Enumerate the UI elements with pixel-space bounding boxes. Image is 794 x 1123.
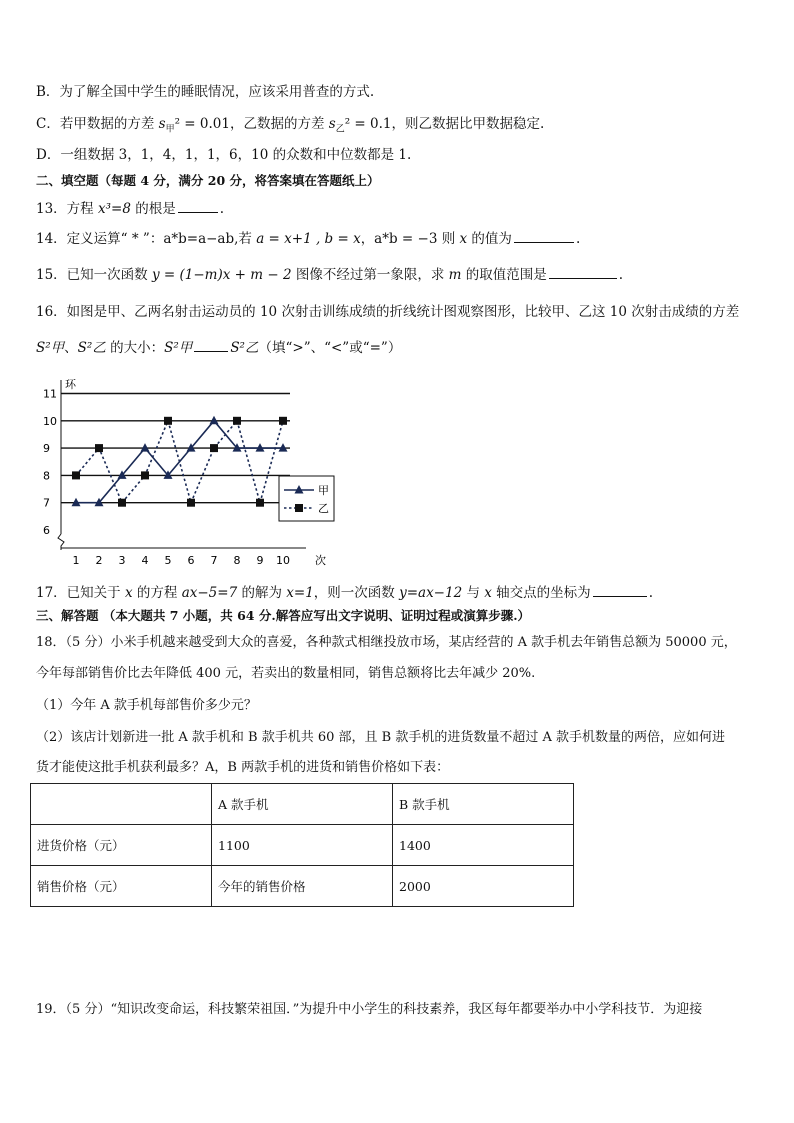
q17-eq3: y=ax−12 — [399, 585, 463, 601]
q17-mid3: ，则一次函数 — [313, 585, 400, 601]
x-tick-label: 8 — [233, 554, 241, 567]
q15-answer-blank[interactable] — [549, 264, 617, 279]
variance-s-jia: S²甲 — [36, 340, 65, 356]
y-axis-label: 环 — [65, 378, 76, 391]
price-table — [30, 783, 574, 907]
question-17 — [36, 582, 766, 603]
question-13 — [36, 198, 766, 219]
y-tick-label: 6 — [43, 524, 50, 537]
table-cell: 今年的销售价格 — [212, 866, 393, 907]
section-2-title: 二、填空题（每题 4 分，满分 20 分，将答案填在答题纸上） — [36, 173, 380, 188]
q16-answer-blank[interactable] — [194, 337, 228, 352]
q14-text: 的值为 — [467, 231, 512, 247]
data-point-yi — [164, 417, 172, 425]
q14-var: x — [459, 231, 468, 247]
x-tick-label: 6 — [187, 554, 195, 567]
question-18-part2-line1: （2）该店计划新进一批 A 款手机和 B 款手机共 60 部，且 B 款手机的进货数量不超过 A 款手机数量的两倍，应如何进 — [36, 730, 726, 745]
q17-text: 轴交点的坐标为 — [491, 585, 591, 601]
y-tick-label: 11 — [43, 387, 57, 401]
shooting-score-line-chart — [28, 372, 338, 572]
question-14 — [36, 228, 766, 249]
q14-mid: ，a*b = −3 则 — [360, 231, 460, 247]
table-cell: 1100 — [212, 825, 393, 866]
table-cell: 1400 — [393, 825, 574, 866]
question-18-part1: （1）今年 A 款手机每部售价多少元？ — [36, 698, 257, 713]
series-line-2 — [76, 421, 283, 503]
legend-marker-square — [295, 504, 303, 512]
data-point-yi — [210, 444, 218, 452]
option-c-prefix: C．若甲数据的方差 — [36, 116, 155, 132]
question-18-line1: 18．（5 分）小米手机越来越受到大众的喜爱，各种款式相继投放市场，某店经营的 A 款手机去年销售总额为 50000 元， — [36, 635, 737, 650]
y-tick-label: 7 — [43, 496, 50, 510]
q17-eq1: ax−5=7 — [181, 585, 238, 601]
y-tick-label: 8 — [43, 469, 50, 483]
data-point-yi — [187, 499, 195, 507]
question-18-part2-line2: 货才能使这批手机获利最多？A，B 两款手机的进货和销售价格如下表： — [36, 760, 450, 775]
data-point-yi — [233, 417, 241, 425]
option-c — [36, 114, 766, 140]
q13-text: 的根是 — [130, 201, 176, 217]
variance-s-yi: S²乙 — [77, 340, 106, 356]
data-point-jia — [141, 443, 150, 452]
table-header-cell: A 款手机 — [212, 784, 393, 825]
legend-label: 甲 — [318, 484, 329, 497]
question-15 — [36, 264, 766, 285]
variance-s-jia-2: S²甲 — [164, 340, 193, 356]
q14-answer-blank[interactable] — [514, 228, 574, 243]
variance-s-yi-2: S²乙 — [230, 340, 259, 356]
q17-mid1: 的方程 — [132, 585, 182, 601]
q17-eq2: x=1 — [286, 585, 314, 601]
question-16-line1: 16．如图是甲、乙两名射击运动员的 10 次射击训练成绩的折线统计图观察图形，比较甲、乙这 10 次射击成绩的方差 — [36, 304, 740, 320]
q17-var: x — [124, 585, 133, 601]
y-tick-label: 10 — [43, 414, 57, 428]
table-cell: 进货价格（元） — [31, 825, 212, 866]
x-tick-label: 3 — [118, 554, 126, 567]
chart-series — [72, 416, 288, 507]
q17-end: . — [648, 585, 653, 601]
x-tick-label: 1 — [72, 554, 80, 567]
table-row — [31, 866, 574, 907]
q17-mid2: 的解为 — [237, 585, 287, 601]
table-header-cell — [31, 784, 212, 825]
variance-jia-value: ² = 0.01，乙数据的方差 — [174, 116, 325, 132]
option-b: B．为了解全国中学生的睡眠情况，应该采用普查的方式. — [36, 84, 375, 100]
variance-symbol-jia: $s_甲$ — [158, 116, 175, 135]
q15-end: . — [618, 267, 624, 283]
q17-answer-blank[interactable] — [593, 582, 647, 597]
x-axis-label: 次 — [315, 554, 326, 567]
data-point-yi — [279, 417, 287, 425]
x-tick-label: 2 — [95, 554, 103, 567]
q17-prefix: 17．已知关于 — [36, 585, 125, 601]
q13-prefix: 13．方程 — [36, 201, 98, 217]
q15-mid: 图像不经过第一象限，求 — [291, 267, 449, 283]
legend-label: 乙 — [318, 502, 329, 515]
chart-legend — [279, 476, 334, 521]
question-18-line2: 今年每部销售价比去年降低 400 元，若卖出的数量相同，销售总额将比去年减少 20%. — [36, 666, 536, 681]
data-point-yi — [95, 444, 103, 452]
q15-var: m — [448, 267, 462, 283]
q17-mid4: 与 — [462, 585, 485, 601]
table-row — [31, 825, 574, 866]
table-header-cell: B 款手机 — [393, 784, 574, 825]
chart-axes — [43, 378, 326, 567]
table-header-row — [31, 784, 574, 825]
q13-equation: x³=8 — [97, 201, 131, 217]
question-16-line2 — [36, 337, 766, 358]
variance-yi-value: ² = 0.1，则乙数据比甲数据稳定. — [344, 116, 545, 132]
data-point-yi — [141, 471, 149, 479]
q16-size: 的大小： — [105, 340, 165, 356]
q15-prefix: 15．已知一次函数 — [36, 267, 152, 283]
q14-end: . — [575, 231, 581, 247]
x-tick-label: 7 — [210, 554, 218, 567]
q17-var2: x — [484, 585, 492, 601]
y-tick-label: 9 — [43, 442, 50, 456]
q16-sep: 、 — [64, 340, 78, 356]
q15-text: 的取值范围是 — [461, 267, 547, 283]
x-tick-label: 9 — [256, 554, 264, 567]
data-point-yi — [256, 499, 264, 507]
q13-end: . — [219, 201, 225, 217]
x-tick-label: 5 — [164, 554, 172, 567]
q16-hint: （填“>”、“<”或“=”） — [258, 340, 402, 356]
variance-symbol-yi: $s_乙$ — [328, 116, 345, 135]
x-tick-label: 4 — [141, 554, 149, 567]
q14-equation: a = x+1 , b = x — [256, 231, 361, 247]
q15-equation: y = (1−m)x + m − 2 — [151, 267, 292, 283]
x-tick-label: 10 — [276, 554, 290, 567]
table-cell: 销售价格（元） — [31, 866, 212, 907]
question-19: 19．（5 分）“知识改变命运，科技繁荣祖国．”为提升中小学生的科技素养，我区每年都要举办中小学科技节．为迎接 — [36, 1002, 703, 1017]
data-point-jia — [210, 416, 219, 425]
data-point-yi — [118, 499, 126, 507]
q14-prefix: 14．定义运算“ * ”：a*b=a−ab,若 — [36, 231, 257, 247]
q13-answer-blank[interactable] — [178, 198, 218, 213]
data-point-yi — [72, 471, 80, 479]
option-d: D．一组数据 3，1，4，1，1，6，10 的众数和中位数都是 1. — [36, 147, 412, 163]
section-3-title: 三、解答题 （本大题共 7 小题，共 64 分.解答应写出文字说明、证明过程或演算步骤.） — [36, 608, 531, 623]
table-cell: 2000 — [393, 866, 574, 907]
